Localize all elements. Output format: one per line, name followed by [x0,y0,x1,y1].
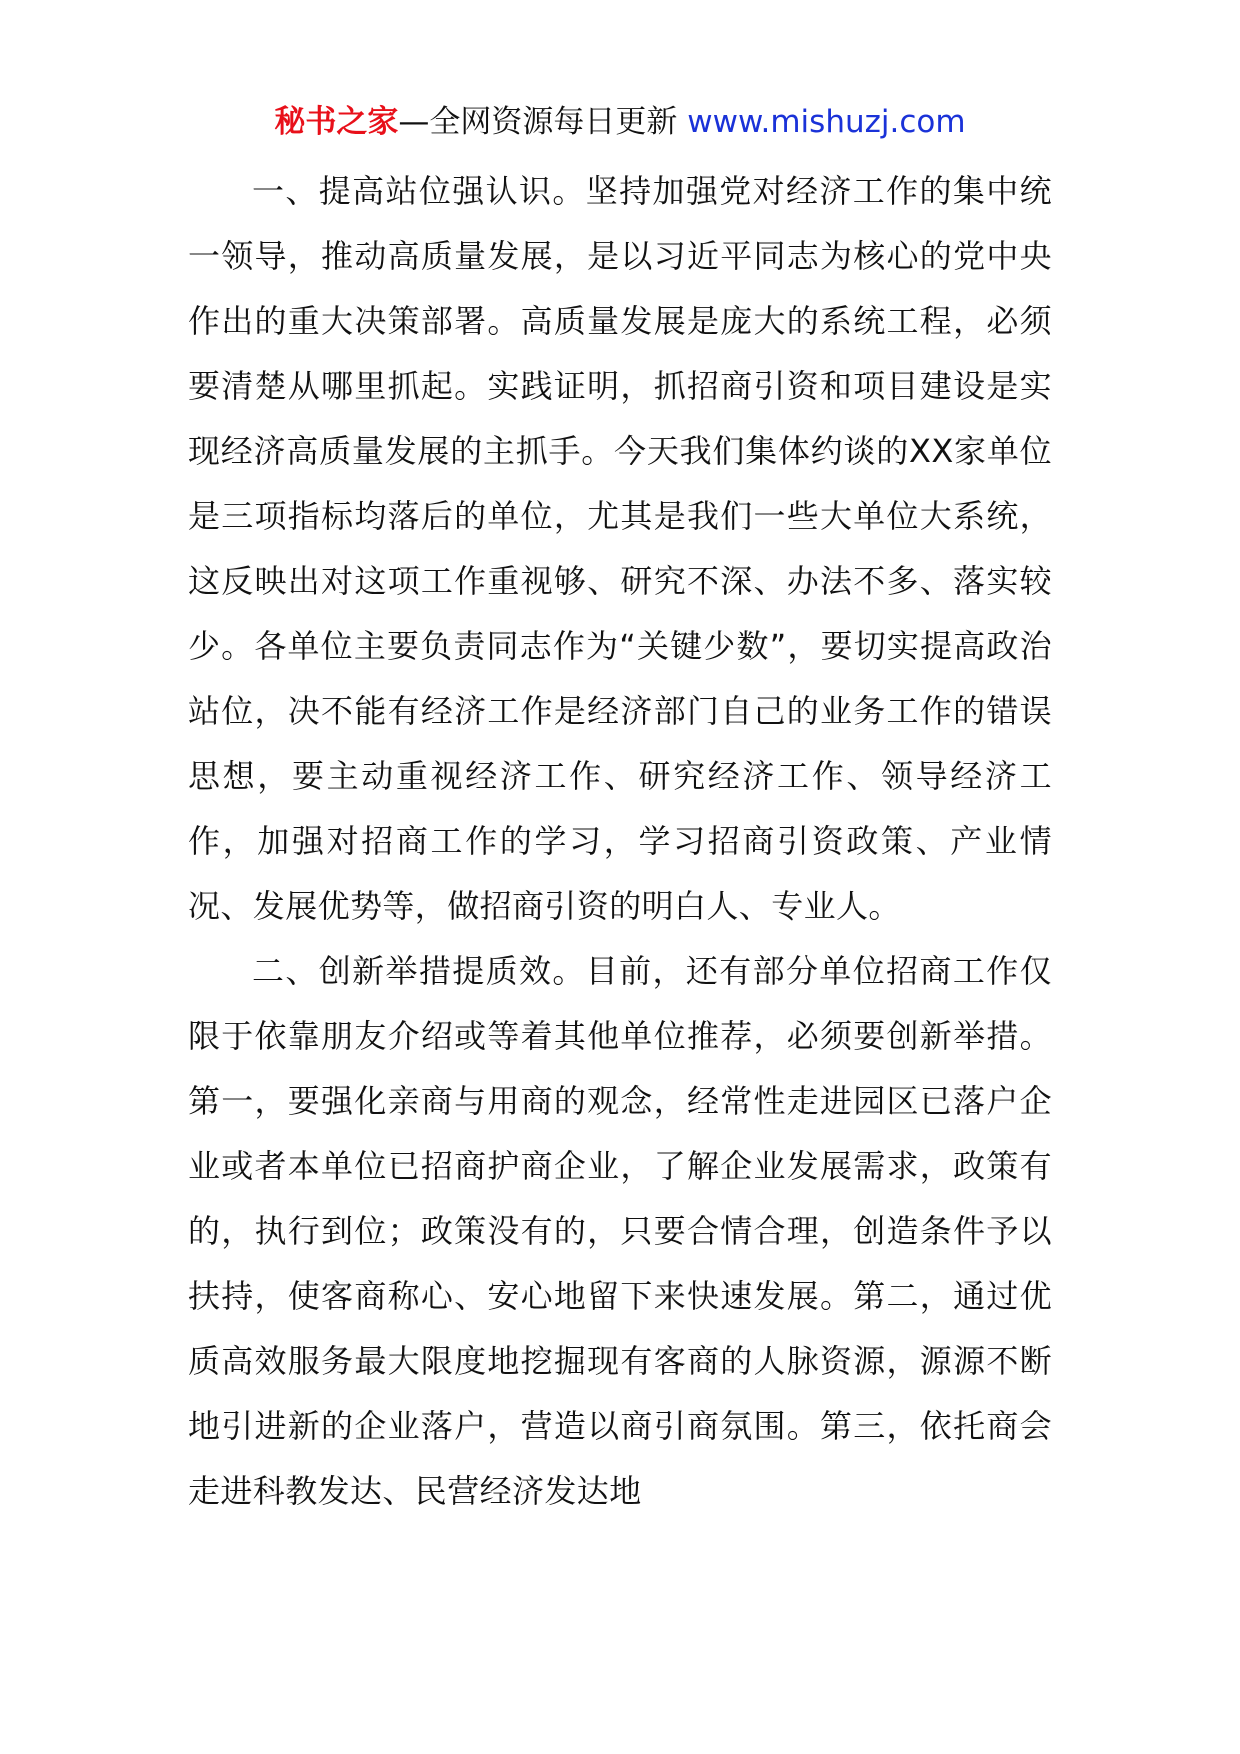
document-body [188,159,1052,1524]
site-url-link[interactable]: www.mishuzj.com [687,104,966,140]
paragraph-2: 二、创新举措提质效。目前，还有部分单位招商工作仅限于依靠朋友介绍或等着其他单位推荐，必须要创新举措。第一，要强化亲商与用商的观念，经常性走进园区已落户企业或者本单位已招商护商企业，了解企业发展需求，政策有的，执行到位；政策没有的，只要合情合理，创造条件予以扶持，使客商称心、安心地留下来快速发展。第二，通过优质高效服务最大限度地挖掘现有客商的人脉资源，源源不断地引进新的企业落户，营造以商引商氛围。第三，依托商会走进科教发达、民营经济发达地 [188,952,1052,1510]
site-header [0,100,1240,144]
brand-name: 秘书之家 [274,104,399,140]
paragraph-1: 一、提高站位强认识。坚持加强党对经济工作的集中统一领导，推动高质量发展，是以习近平同志为核心的党中央作出的重大决策部署。高质量发展是庞大的系统工程，必须要清楚从哪里抓起。实践证明，抓招商引资和项目建设是实现经济高质量发展的主抓手。今天我们集体约谈的XX家单位是三项指标均落后的单位，尤其是我们一些大单位大系统，这反映出对这项工作重视够、研究不深、办法不多、落实较少。各单位主要负责同志作为“关键少数”，要切实提高政治站位，决不能有经济工作是经济部门自己的业务工作的错误思想，要主动重视经济工作、研究经济工作、领导经济工作，加强对招商工作的学习，学习招商引资政策、产业情况、发展优势等，做招商引资的明白人、专业人。 [188,172,1052,925]
header-tagline: —全网资源每日更新 [398,104,688,140]
